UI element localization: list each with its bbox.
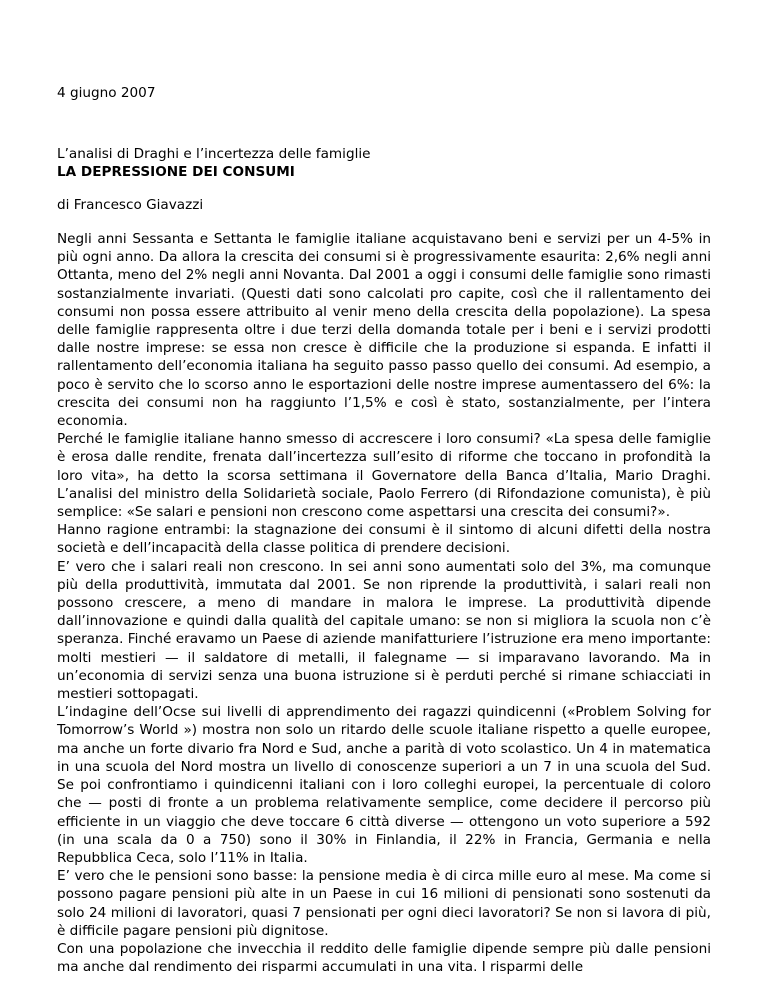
article-title: LA DEPRESSIONE DEI CONSUMI: [57, 164, 295, 181]
paragraph: Hanno ragione entrambi: la stagnazione dei consumi è il sintomo di alcuni difetti della nostra società e dell’incapacità della classe politica di prendere decisioni.: [57, 522, 711, 557]
paragraph: Negli anni Sessanta e Settanta le famiglie italiane acquistavano beni e servizi per un 4-5% in più ogni anno. Da allora la crescita dei consumi si è progressivamente esaurita: 2,6% negli anni Ottanta, meno del 2% negli anni Novanta. Dal 2001 a oggi i consumi delle famiglie sono rimasti sostanzialmente invariati. (Questi dati sono calcolati pro capite, così che il rallentamento dei consumi non possa essere attribuito al venir meno della crescita della popolazione). La spesa delle famiglie rappresenta oltre i due terzi della domanda totale per i beni e i servizi prodotti dalle nostre imprese: se essa non cresce è difficile che la produzione si espanda. E infatti il rallentamento dell’economia italiana ha seguito passo passo quello dei consumi. Ad esempio, a poco è servito che lo scorso anno le esportazioni delle nostre imprese aumentassero del 6%: la crescita dei consumi non ha raggiunto l’1,5% e così è stato, sostanzialmente, per l’intera economia.: [57, 231, 711, 430]
document-date: 4 giugno 2007: [57, 85, 156, 101]
paragraph: E’ vero che le pensioni sono basse: la pensione media è di circa mille euro al mese. Ma come si possono pagare pensioni più alte in un Paese in cui 16 milioni di pensionati sono sostenuti da solo 24 milioni di lavoratori, quasi 7 pensionati per ogni dieci lavoratori? Se non si lavora di più, è difficile pagare pensioni più dignitose.: [57, 868, 711, 939]
article-byline: di Francesco Giavazzi: [57, 197, 204, 213]
paragraph: L’indagine dell’Ocse sui livelli di apprendimento dei ragazzi quindicenni («Problem Solving for Tomorrow’s World ») mostra non solo un ritardo delle scuole italiane rispetto a quelle europee, ma anche un forte divario fra Nord e Sud, anche a parità di voto scolastico. Un 4 in matematica in una scuola del Nord mostra un livello di conoscenze superiori a un 7 in una scuola del Sud. Se poi confrontiamo i quindicenni italiani con i loro colleghi europei, la percentuale di coloro che — posti di fronte a un problema relativamente semplice, come decidere il percorso più efficiente in un viaggio che deve toccare 6 città diverse — ottengono un voto superiore a 592 (in una scala da 0 a 750) sono il 30% in Finlandia, il 22% in Francia, Germania e nella Repubblica Ceca, solo l’11% in Italia.: [57, 704, 711, 866]
article-body: [57, 230, 711, 976]
article-subtitle: L’analisi di Draghi e l’incertezza delle famiglie: [57, 146, 371, 162]
paragraph: Con una popolazione che invecchia il reddito delle famiglie dipende sempre più dalle pensioni ma anche dal rendimento dei risparmi accumulati in una vita. I risparmi delle: [57, 940, 711, 976]
article-header: [57, 145, 711, 181]
paragraph: Perché le famiglie italiane hanno smesso di accrescere i loro consumi? «La spesa delle famiglie è erosa dalle rendite, frenata dall’incertezza sull’esito di riforme che toccano in profondità la loro vita», ha detto la scorsa settimana il Governatore della Banca d’Italia, Mario Draghi. L’analisi del ministro della Solidarietà sociale, Paolo Ferrero (di Rifondazione comunista), è più semplice: «Se salari e pensioni non crescono come aspettarsi una crescita dei consumi?».: [57, 431, 711, 521]
paragraph: E’ vero che i salari reali non crescono. In sei anni sono aumentati solo del 3%, ma comunque più della produttività, immutata dal 2001. Se non riprende la produttività, i salari reali non possono crescere, a meno di mandare in malora le imprese. La produttività dipende dall’innovazione e quindi dalla qualità del capitale umano: se non si migliora la scuola non c’è speranza. Finché eravamo un Paese di aziende manifatturiere l’istruzione era meno importante: molti mestieri — il saldatore di metalli, il falegname — si imparavano lavorando. Ma in un’economia di servizi senza una buona istruzione si è perduti perché si rimane schiacciati in mestieri sottopagati.: [57, 558, 711, 703]
